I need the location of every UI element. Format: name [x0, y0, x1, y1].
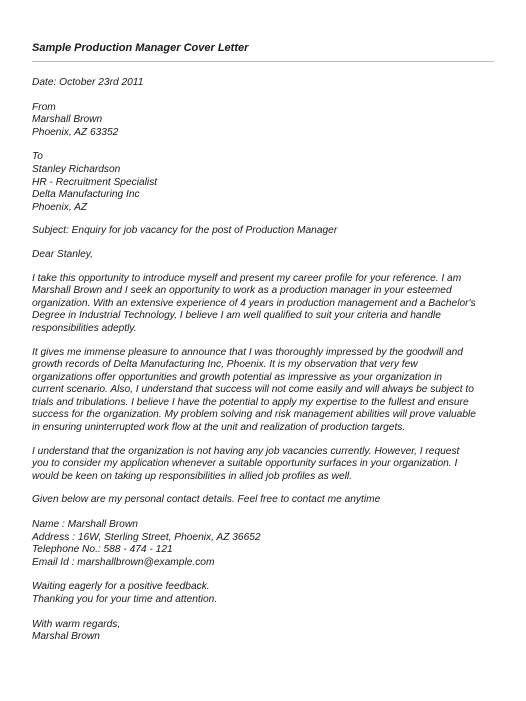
paragraph-line: organization. With an extensive experience of 4 years in production management and a Bachelor's	[32, 297, 476, 309]
closing-line: Waiting eagerly for a positive feedback.	[32, 581, 210, 593]
paragraph-line: trials and tribulations. I believe I have the potential to apply my expertise to the fullest and ensure	[32, 396, 469, 408]
contact-address: Address : 16W, Sterling Street, Phoenix, AZ 36652	[32, 531, 261, 543]
contact-details	[32, 519, 502, 569]
closing-line: Thanking you for your time and attention.	[32, 594, 218, 605]
recipient-block	[32, 151, 502, 214]
to-label: To	[32, 151, 43, 163]
contact-intro: Given below are my personal contact details. Feel free to contact me anytime	[32, 494, 381, 506]
body-paragraph-2	[32, 347, 502, 435]
paragraph-line: you to consider my application whenever a suitable opportunity surfaces in your organization. I	[32, 458, 458, 470]
sender-location: Phoenix, AZ 63352	[32, 126, 119, 138]
letter-date: Date: October 23rd 2011	[32, 77, 144, 88]
recipient-location: Phoenix, AZ	[32, 201, 88, 213]
from-label: From	[32, 101, 56, 113]
paragraph-line: responsibilities adeptly.	[32, 322, 137, 334]
salutation: Dear Stanley,	[32, 248, 93, 260]
recipient-company: Delta Manufacturing Inc	[32, 189, 140, 201]
paragraph-line: organizations offer opportunities and growth potential as impressive as your organization in	[32, 371, 442, 383]
subject-line: Subject: Enquiry for job vacancy for the post of Production Manager	[32, 225, 338, 237]
signoff-regards: With warm regards,	[32, 618, 121, 630]
paragraph-line: current scenario. Also, I understand that success will not come easily and will always be subject to	[32, 384, 474, 396]
body-paragraph-3	[32, 446, 502, 484]
signoff-name: Marshal Brown	[32, 631, 100, 643]
body-paragraph-1	[32, 273, 502, 336]
recipient-title: HR - Recruitment Specialist	[32, 176, 158, 188]
paragraph-line: I understand that the organization is not having any job vacancies currently. However, I request	[32, 445, 460, 457]
closing-lines	[32, 581, 502, 606]
contact-email: Email Id : marshallbrown@example.com	[32, 556, 215, 568]
paragraph-line: Marshall Brown and I seek an opportunity to work as a production manager in your esteemed	[32, 285, 452, 297]
paragraph-line: success for the organization. My problem solving and risk management abilities will prove valuable	[32, 409, 476, 421]
sender-name: Marshall Brown	[32, 114, 103, 126]
contact-telephone: Telephone No.: 588 - 474 - 121	[32, 544, 173, 556]
paragraph-line: in ensuring uninterrupted work flow at the unit and realization of production targets.	[32, 422, 406, 434]
sender-block	[32, 102, 502, 140]
signoff	[32, 619, 502, 644]
paragraph-line: Degree in Industrial Technology, I believe I am well qualified to suit your criteria and handle	[32, 310, 441, 322]
paragraph-line: would be keen on taking up responsibilities in allied job profiles as well.	[32, 470, 352, 482]
recipient-name: Stanley Richardson	[32, 163, 121, 175]
paragraph-line: It gives me immense pleasure to announce that I was thoroughly impressed by the goodwill and	[32, 346, 463, 358]
paragraph-line: growth records of Delta Manufacturing Inc, Phoenix. It is my observation that very few	[32, 359, 418, 371]
paragraph-line: I take this opportunity to introduce myself and present my career profile for your reference. I am	[32, 272, 462, 284]
document-title: Sample Production Manager Cover Letter	[32, 42, 494, 62]
contact-name: Name : Marshall Brown	[32, 519, 138, 531]
